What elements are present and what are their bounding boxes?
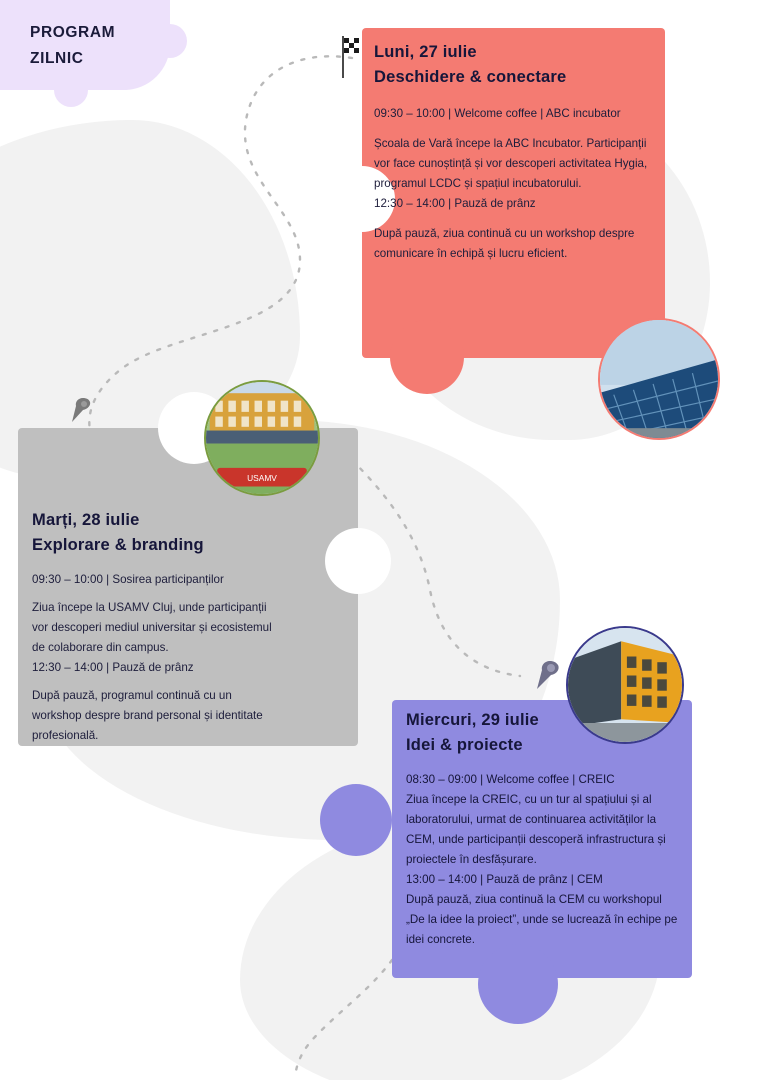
card-content (32, 508, 272, 756)
header-badge (0, 0, 170, 90)
svg-text:USAMV: USAMV (247, 472, 277, 483)
card-day-tuesday: Marți, 28 iulie (32, 511, 140, 529)
card-day-monday: Luni, 27 iulie (374, 43, 477, 61)
card-line: Ziua începe la USAMV Cluj, unde participanții vor descoperi mediul universitar și ecosistemul de colaborare din campus. (32, 601, 272, 654)
card-content (406, 708, 680, 950)
card-line: 12:30 – 14:00 | Pauză de prânz (374, 197, 536, 210)
abc-incubator-building-photo (598, 318, 720, 440)
puzzle-knob (478, 944, 558, 1024)
card-line: După pauză, ziua continuă la CEM cu workshopul „De la idee la proiect”, unde se lucrează în echipe pe idei concrete. (406, 893, 678, 946)
checkered-flag-icon (340, 36, 366, 78)
card-line: 09:30 – 10:00 | Sosirea participanților (32, 573, 224, 586)
puzzle-knob (320, 784, 392, 856)
card-line: Școala de Vară începe la ABC Incubator. Participanții vor face cunoștință și vor descoperi activitatea Hygia, programul LCDC și spațiul incubatorului. (374, 137, 648, 190)
card-subtitle-wednesday: Idei & proiecte (406, 736, 523, 754)
badge-bump-icon (153, 24, 187, 58)
page-title (30, 20, 115, 72)
card-subtitle-tuesday: Explorare & branding (32, 536, 204, 554)
card-line: 08:30 – 09:00 | Welcome coffee | CREIC (406, 773, 615, 786)
puzzle-knob (390, 320, 464, 394)
card-line: Ziua începe la CREIC, cu un tur al spațiului și al laboratorului, urmat de continuarea activităților la CEM, unde participanții descoperă infrastructura și proiectele în desfășurare. (406, 793, 666, 866)
card-line: După pauză, ziua continuă cu un workshop despre comunicare în echipă și lucru eficient. (374, 227, 635, 260)
map-pin-icon (534, 658, 564, 692)
page-title-line2: ZILNIC (30, 50, 84, 67)
page-title-line1: PROGRAM (30, 24, 116, 41)
map-pin-icon (70, 396, 96, 426)
day-card-wednesday[interactable] (392, 700, 692, 978)
badge-bump-icon (54, 73, 88, 107)
usamv-campus-photo (204, 380, 320, 496)
card-line: 13:00 – 14:00 | Pauză de prânz | CEM (406, 873, 603, 886)
puzzle-notch (325, 528, 391, 594)
card-content (374, 40, 651, 274)
card-line: 12:30 – 14:00 | Pauză de prânz (32, 661, 194, 674)
card-day-wednesday: Miercuri, 29 iulie (406, 711, 539, 729)
card-line: După pauză, programul continuă cu un workshop despre brand personal și identitate profesională. (32, 689, 263, 742)
card-subtitle-monday: Deschidere & conectare (374, 68, 567, 86)
creic-building-photo (566, 626, 684, 744)
day-card-tuesday[interactable] (18, 428, 358, 746)
card-line: 09:30 – 10:00 | Welcome coffee | ABC incubator (374, 107, 621, 120)
day-card-monday[interactable] (362, 28, 665, 358)
